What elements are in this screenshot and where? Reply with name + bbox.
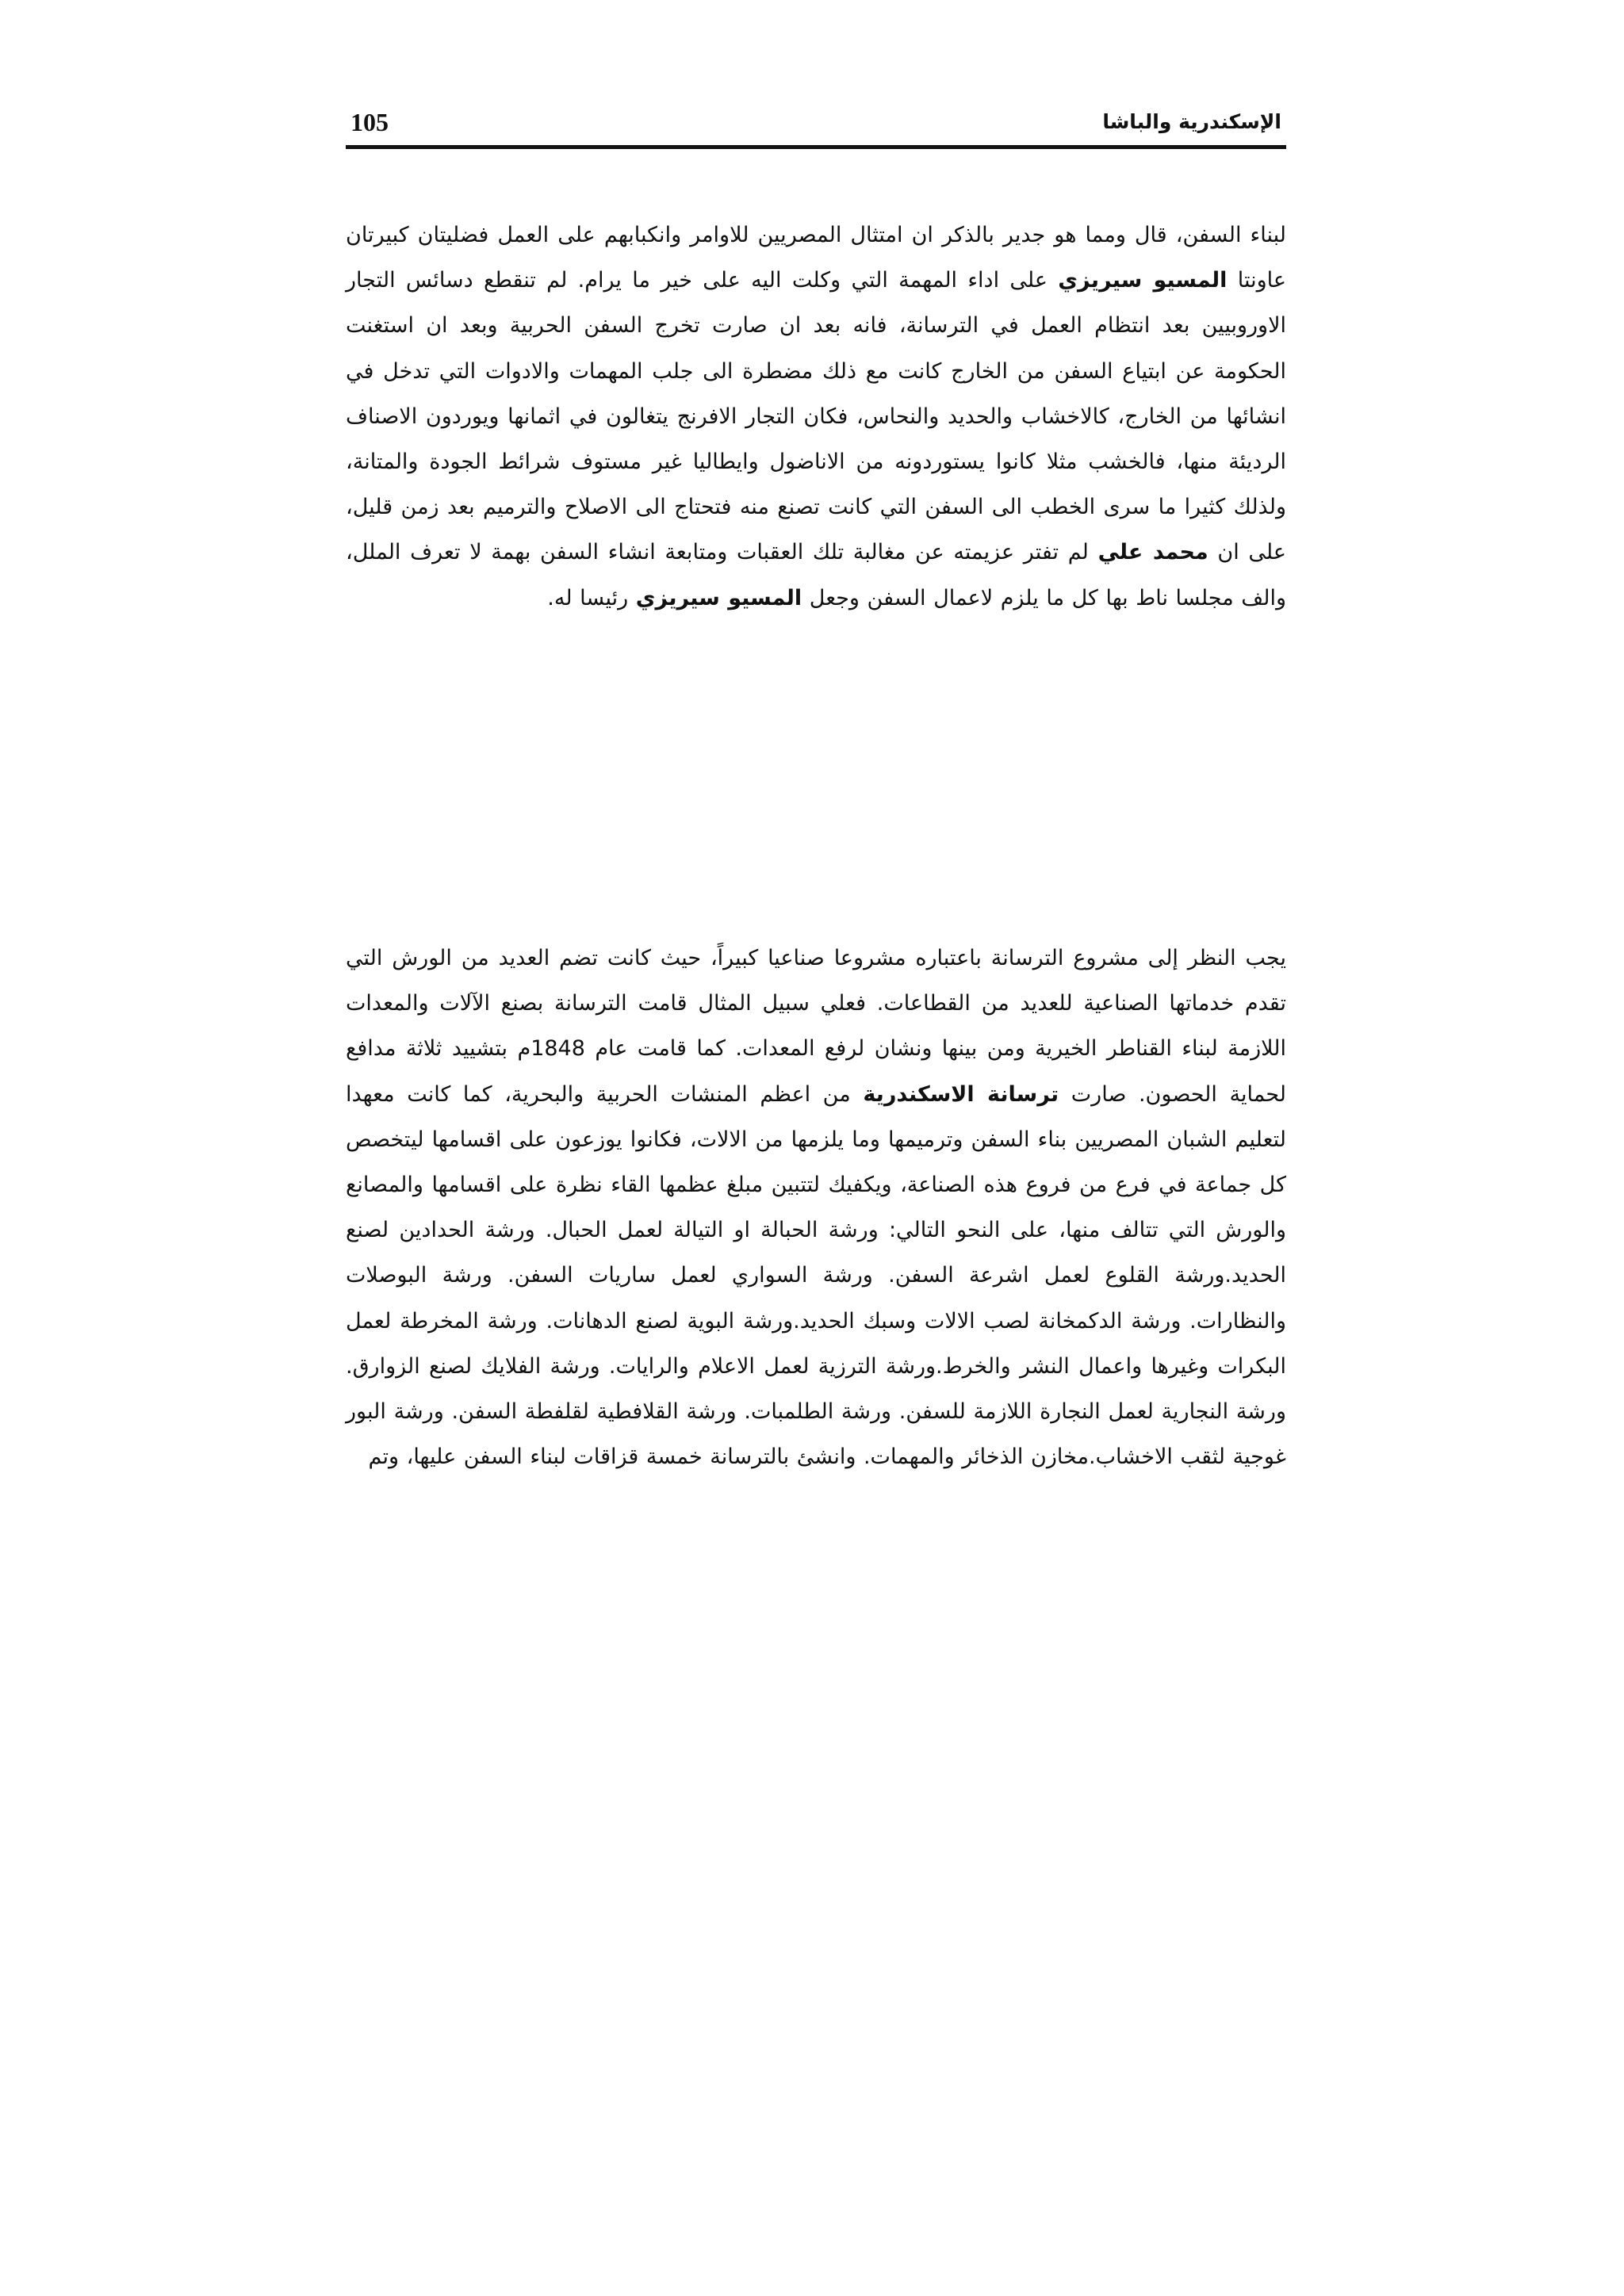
page-number: 105 bbox=[350, 108, 389, 136]
text-segment: لبناء السفن، قال ومما هو جدير بالذكر ان امتثال المصريين للاوامر وانكبابهم على العمل فضليتان كبيرتان عاونتا bbox=[346, 223, 1286, 293]
bold-name: ترسانة الاسكندرية bbox=[863, 1081, 1059, 1107]
text-segment: يجب النظر إلى مشروع الترسانة باعتباره مشروعا صناعيا كبيراً، حيث كانت تضم العديد من الورش التي تقدم خدماتها الصناعية للعديد من القطاعات. فعلي سبيل المثال قامت الترسانة بصنع الآلات والمعدات اللازمة لبناء القناطر الخيرية ومن بينها ونشان لرفع المعدات. كما قامت عام 1848م بتشييد ثلاثة مدافع لحماية الحصون. صارت bbox=[346, 946, 1286, 1107]
page-header bbox=[346, 101, 1286, 149]
bold-name: محمد علي bbox=[1097, 540, 1208, 565]
body-paragraph-2 bbox=[346, 936, 1286, 1479]
running-title: الإسكندرية والباشا bbox=[1102, 110, 1281, 133]
text-segment: لم تفتر عزيمته عن مغالبة تلك العقبات ومتابعة انشاء السفن بهمة لا تعرف الملل، والف مجلسا ناط بها كل ما يلزم لاعمال السفن وجعل bbox=[346, 540, 1286, 610]
text-segment: رئيسا له. bbox=[547, 585, 629, 610]
text-segment: من اعظم المنشات الحربية والبحرية، كما كانت معهدا لتعليم الشبان المصريين بناء السفن وترميمها وما يلزمها من الالات، فكانوا يوزعون على اقسامها ليتخصص كل جماعة في فرع من فروع هذه الصناعة، ويكفيك لتتبين مبلغ عظمها القاء نظرة على اقسامها والمصانع والورش التي تتالف منها، على النحو التالي: ورشة الحبالة او التيالة لعمل الحبال. ورشة الحدادين لصنع الحديد.ورشة القلوع لعمل اشرعة السفن. ورشة السواري لعمل ساريات السفن. ورشة البوصلات والنظارات. ورشة الدكمخانة لصب الالات وسبك الحديد.ورشة البوية لصنع الدهانات. ورشة المخرطة لعمل البكرات وغيرها واعمال النشر والخرط.ورشة الترزية لعمل الاعلام والرايات. ورشة الفلايك لصنع الزوارق. ورشة النجارية لعمل النجارة اللازمة للسفن. ورشة الطلمبات. ورشة القلافطية لقلفطة السفن. ورشة البور غوجية لثقب الاخشاب.مخازن الذخائر والمهمات. وانشئ بالترسانة خمسة قزاقات لبناء السفن عليها، وتم bbox=[346, 1081, 1286, 1470]
bold-name: المسيو سيريزي bbox=[1058, 268, 1228, 293]
text-segment: على اداء المهمة التي وكلت اليه على خير ما يرام. لم تنقطع دسائس التجار الاوروبيين بعد انتظام العمل في الترسانة، فانه بعد ان صارت تخرج السفن الحربية وبعد ان استغنت الحكومة عن ابتياع السفن من الخارج كانت مع ذلك مضطرة الى جلب المهمات والادوات التي تدخل في انشائها من الخارج، كالاخشاب والحديد والنحاس، فكان التجار الافرنج يتغالون في اثمانها ويوردون الاصناف الرديئة منها، فالخشب مثلا كانوا يستوردونه من الاناضول وايطاليا غير مستوف شرائط الجودة والمتانة، ولذلك كثيرا ما سرى الخطب الى السفن التي كانت تصنع منه فتحتاج الى الاصلاح والترميم بعد زمن قليل، على ان bbox=[346, 268, 1286, 565]
bold-name: المسيو سيريزي bbox=[635, 585, 802, 610]
body-paragraph-1 bbox=[346, 212, 1286, 621]
